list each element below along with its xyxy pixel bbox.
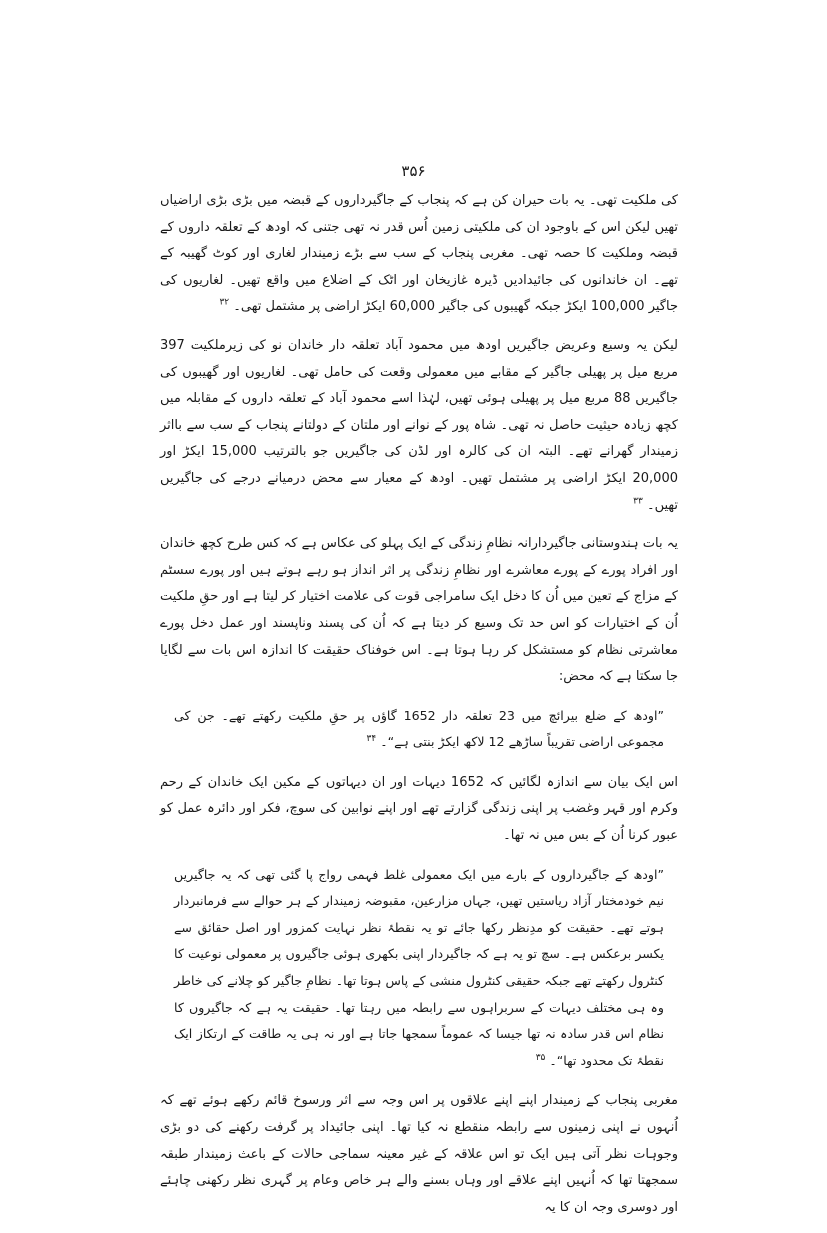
page-number: ۳۵۶ <box>401 162 426 180</box>
paragraph-1 <box>160 188 678 321</box>
paragraph-4 <box>160 770 678 850</box>
block-quote-1 <box>174 703 664 756</box>
paragraph-3-text: یہ بات ہندوستانی جاگیردارانہ نظامِ زندگی کے ایک پہلو کی عکاس ہے کہ کس طرح کچھ خاندان اور افراد پورے کے پورے معاشرے اور نظامِ زندگی پر اثر انداز ہو رہے ہوتے ہیں اور پورے سسٹم کے مزاج کے تعین میں اُن کا دخل ایک سامراجی قوت کی علامت اختیار کر لیتا ہے اور حقِ ملکیت اُن کے اختیارات کو اس حد تک وسیع کر دیتا ہے کہ اُن کی پسند وناپسند اور عمل دخل پورے معاشرتی نظام کو مستشکل کر رہا ہوتا ہے۔ اس خوفناک حقیقت کا اندازہ اس بات سے لگایا جا سکتا ہے کہ محض: <box>160 536 678 685</box>
block-quote-2 <box>174 862 664 1075</box>
paragraph-3 <box>160 531 678 691</box>
page-body <box>160 188 678 1233</box>
paragraph-4-text: اس ایک بیان سے اندازہ لگائیں کہ 1652 دیہات اور ان دیہاتوں کے مکین ایک خاندان کے رحم وکرم اور قہر وغضب پر اپنی زندگی گزارتے تھے اور اپنے نوابین کی سوچ، فکر اور دائرہ عمل کو عبور کرنا اُن کے بس میں نہ تھا۔ <box>160 774 678 844</box>
block-quote-2-text: ”اودھ کے جاگیرداروں کے بارے میں ایک معمولی غلط فہمی رواج پا گئی تھی کہ یہ جاگیریں نیم خودمختار آزاد ریاستیں تھیں، جہاں مزارعین، مقبوضہ زمیندار کے ہر حوالے سے فرمانبردار ہوتے تھے۔ حقیقت کو مدِنظر رکھا جائے تو یہ نقطۂ نظر نہایت کمزور اور اصل حقائق سے یکسر برعکس ہے۔ سچ تو یہ ہے کہ جاگیردار اپنی بکھری ہوئی جاگیروں پر معمولی نوعیت کا کنٹرول رکھتے تھے جبکہ حقیقی کنٹرول منشی کے پاس ہوتا تھا۔ نظامِ جاگیر کو چلانے کی خاطر وہ ہی مختلف دیہات کے سربراہوں سے رابطہ میں رہتا تھا۔ حقیقت یہ ہے کہ جاگیروں کا نظام اس قدر سادہ نہ تھا جیسا کہ عموماً سمجھا جاتا ہے اور نہ ہی یہ طاقت کے ارتکاز ایک نقطۂ تک محدود تھا“۔ <box>174 866 664 1068</box>
footnote-ref-34: ۳۴ <box>366 734 377 745</box>
paragraph-5 <box>160 1088 678 1221</box>
footnote-ref-35: ۳۵ <box>535 1052 546 1063</box>
paragraph-2 <box>160 333 678 519</box>
paragraph-5-text: مغربی پنجاب کے زمیندار اپنے اپنے علاقوں پر اس وجہ سے اثر ورسوخ قائم رکھے ہوئے تھے کہ اُنہوں نے اپنی زمینوں سے رابطہ منقطع نہ کیا تھا۔ اپنی جائیداد پر گرفت رکھنے کی دو بڑی وجوہات نظر آتی ہیں ایک تو اس علاقہ کے غیر معینہ سماجی حالات کے باعث زمیندار طبقہ سمجھتا تھا کہ اُنہیں اپنے علاقے اور وہاں بسنے والے ہر خاص وعام پر گہری نظر رکھنی چاہئے اور دوسری وجہ ان کا یہ <box>160 1093 678 1215</box>
paragraph-1-text: کی ملکیت تھی۔ یہ بات حیران کن ہے کہ پنجاب کے جاگیرداروں کے قبضہ میں بڑی بڑی اراضیاں تھیں لیکن اس کے باوجود ان کی ملکیتی زمین اُس قدر نہ تھی جتنی کہ اودھ کے تعلقہ داروں کے قبضہ وملکیت کا حصہ تھی۔ مغربی پنجاب کے سب سے بڑے زمیندار لغاری اور کوٹ گھیبہ کے تھے۔ ان خاندانوں کی جائیدادیں ڈیرہ غازیخان اور اٹک کے اضلاع میں واقع تھیں۔ لغاریوں کی جاگیر 100,000 ایکڑ جبکہ گھیبوں کی جاگیر 60,000 ایکڑ اراضی پر مشتمل تھی۔ <box>160 193 678 315</box>
paragraph-2-text: لیکن یہ وسیع وعریض جاگیریں اودھ میں محمود آباد تعلقہ دار خاندان نو کی زیرملکیت 397 مربع میل پر پھیلی جاگیر کے مقابے میں معمولی وقعت کی حامل تھی۔ لغاریوں اور گھیبوں کی جاگیریں 88 مربع میل پر پھیلی ہوئی تھیں، لہٰذا اسے محمود آباد کے تعلقہ داروں کے مقابلہ میں کچھ زیادہ حیثیت حاصل نہ تھی۔ شاہ پور کے نوانے اور ملتان کے دولتانے پنجاب کے سب سے بااثر زمیندار گھرانے تھے۔ البتہ ان کی کالرہ اور لڈن کی جاگیریں جو بالترتیب 15,000 ایکڑ اور 20,000 ایکڑ اراضی پر مشتمل تھیں۔ اودھ کے معیار سے محض درمیانے درجے کی جاگیریں تھیں۔ <box>160 337 679 513</box>
footnote-ref-32: ۳۲ <box>219 298 230 309</box>
footnote-ref-33: ۳۳ <box>633 496 643 507</box>
block-quote-1-text: ”اودھ کے ضلع بیرائچ میں 23 تعلقہ دار 1652 گاؤں پر حقِ ملکیت رکھتے تھے۔ جن کی مجموعی اراضی تقریباً ساڑھے 12 لاکھ ایکڑ بنتی ہے“۔ <box>174 707 664 750</box>
